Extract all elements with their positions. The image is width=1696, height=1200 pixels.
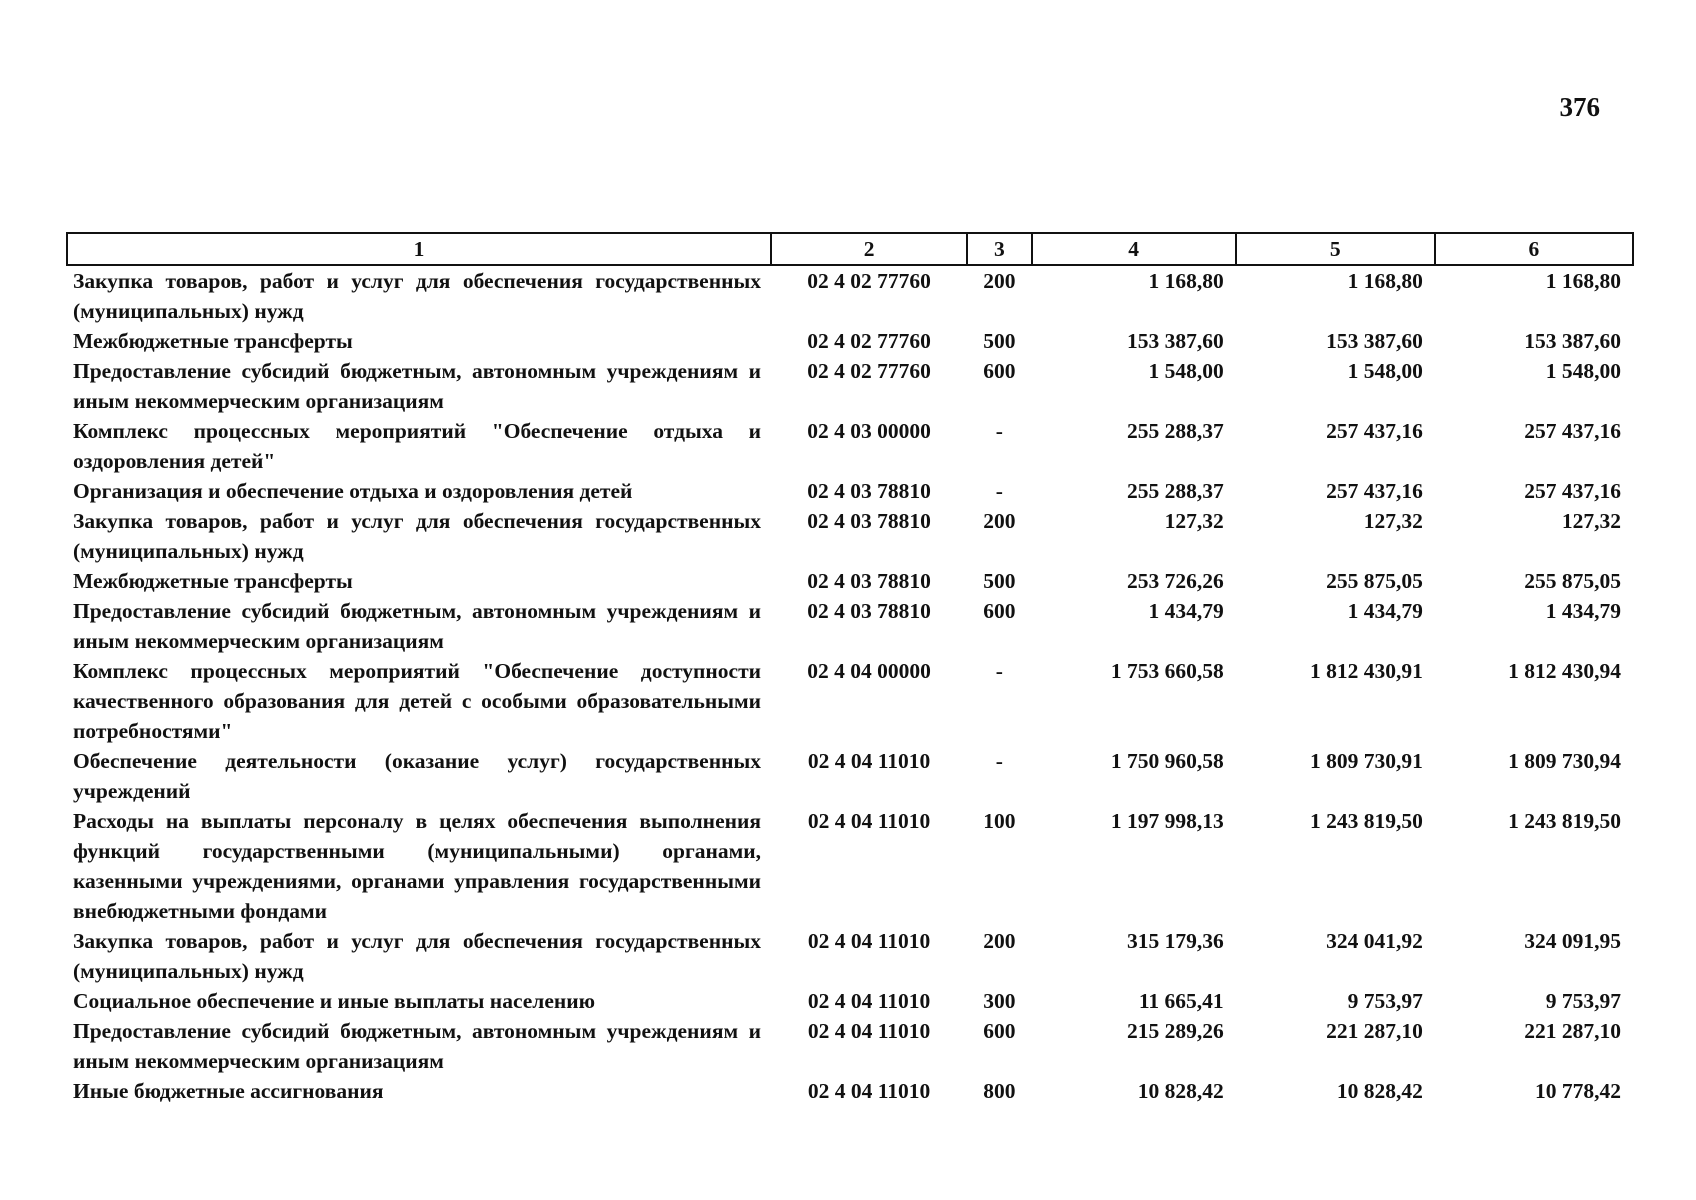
table-row	[67, 806, 1633, 926]
row-code: 02 4 04 11010	[807, 929, 931, 953]
header-col-6: 6	[1435, 233, 1633, 265]
row-value-col4: 10 828,42	[1137, 1079, 1224, 1103]
row-value-col5: 257 437,16	[1326, 419, 1423, 443]
row-value-col6: 257 437,16	[1524, 419, 1621, 443]
table-row	[67, 326, 1633, 356]
row-value-col5: 255 875,05	[1326, 569, 1423, 593]
table-header	[67, 233, 1633, 265]
row-value-col5: 221 287,10	[1326, 1019, 1423, 1043]
row-name: Комплекс процессных мероприятий "Обеспечение отдыха и оздоровления детей"	[73, 419, 762, 473]
row-expense-type: 200	[983, 509, 1016, 533]
row-value-col4: 255 288,37	[1126, 479, 1224, 503]
header-col-1: 1	[67, 233, 771, 265]
table-row	[67, 926, 1633, 986]
row-expense-type: 800	[983, 1079, 1016, 1103]
row-code: 02 4 04 00000	[807, 659, 931, 683]
row-value-col6: 1 168,80	[1545, 269, 1621, 293]
header-col-5: 5	[1236, 233, 1435, 265]
row-value-col5: 324 041,92	[1326, 929, 1423, 953]
row-code: 02 4 04 11010	[807, 1079, 931, 1103]
table-row	[67, 656, 1633, 746]
row-code: 02 4 04 11010	[807, 749, 931, 773]
table-row	[67, 746, 1633, 806]
row-value-col5: 1 809 730,91	[1309, 749, 1423, 773]
row-name: Закупка товаров, работ и услуг для обеспечения государственных (муниципальных) нужд	[73, 929, 762, 983]
header-col-3: 3	[967, 233, 1031, 265]
budget-table	[66, 232, 1634, 1106]
row-expense-type: 200	[983, 269, 1016, 293]
row-value-col6: 1 548,00	[1545, 359, 1621, 383]
row-value-col5: 1 548,00	[1347, 359, 1423, 383]
table-row	[67, 1076, 1633, 1106]
row-value-col5: 1 168,80	[1347, 269, 1423, 293]
row-name: Организация и обеспечение отдыха и оздоровления детей	[73, 479, 633, 503]
row-value-col4: 1 753 660,58	[1110, 659, 1224, 683]
row-expense-type: 500	[983, 569, 1016, 593]
row-code: 02 4 02 77760	[807, 269, 931, 293]
row-value-col6: 1 809 730,94	[1508, 749, 1621, 773]
row-code: 02 4 04 11010	[807, 1019, 931, 1043]
row-name: Предоставление субсидий бюджетным, автономным учреждениям и иным некоммерческим организациям	[73, 359, 762, 413]
row-name: Расходы на выплаты персоналу в целях обеспечения выполнения функций государственными (муниципальными) органами, казенными учреждениями, органами управления государственными внебюджетными фондами	[73, 809, 762, 923]
row-value-col4: 315 179,36	[1126, 929, 1224, 953]
row-value-col6: 255 875,05	[1524, 569, 1621, 593]
row-expense-type: 200	[983, 929, 1016, 953]
row-name: Предоставление субсидий бюджетным, автономным учреждениям и иным некоммерческим организациям	[73, 599, 762, 653]
row-expense-type: 600	[983, 359, 1016, 383]
row-value-col6: 10 778,42	[1535, 1079, 1621, 1103]
row-value-col6: 221 287,10	[1524, 1019, 1621, 1043]
row-value-col4: 1 434,79	[1148, 599, 1224, 623]
row-name: Социальное обеспечение и иные выплаты населению	[73, 989, 596, 1013]
row-value-col6: 127,32	[1561, 509, 1621, 533]
table-row	[67, 566, 1633, 596]
row-name: Предоставление субсидий бюджетным, автономным учреждениям и иным некоммерческим организациям	[73, 1019, 762, 1073]
row-value-col4: 253 726,26	[1126, 569, 1224, 593]
row-value-col4: 127,32	[1164, 509, 1224, 533]
row-value-col6: 1 812 430,94	[1508, 659, 1621, 683]
row-code: 02 4 03 78810	[807, 479, 931, 503]
row-expense-type: 600	[983, 1019, 1016, 1043]
row-code: 02 4 04 11010	[807, 989, 931, 1013]
row-code: 02 4 04 11010	[807, 809, 931, 833]
table-row	[67, 356, 1633, 416]
table-row	[67, 416, 1633, 476]
header-col-4: 4	[1032, 233, 1236, 265]
table-row	[67, 986, 1633, 1016]
page-number: 376	[1559, 92, 1600, 122]
row-name: Закупка товаров, работ и услуг для обеспечения государственных (муниципальных) нужд	[73, 509, 762, 563]
row-value-col5: 1 434,79	[1347, 599, 1423, 623]
row-value-col6: 257 437,16	[1524, 479, 1621, 503]
row-value-col6: 1 243 819,50	[1508, 809, 1621, 833]
row-code: 02 4 03 78810	[807, 509, 931, 533]
row-value-col5: 9 753,97	[1347, 989, 1423, 1013]
row-value-col6: 324 091,95	[1524, 929, 1621, 953]
row-value-col4: 1 548,00	[1148, 359, 1224, 383]
row-value-col5: 153 387,60	[1326, 329, 1423, 353]
row-value-col5: 1 812 430,91	[1309, 659, 1423, 683]
row-name: Комплекс процессных мероприятий "Обеспечение доступности качественного образования для детей с особыми образовательными потребностями"	[73, 659, 762, 743]
row-expense-type: -	[995, 659, 1003, 683]
row-value-col4: 1 197 998,13	[1110, 809, 1224, 833]
row-value-col4: 1 168,80	[1148, 269, 1224, 293]
row-name: Межбюджетные трансферты	[73, 569, 353, 593]
table-row	[67, 476, 1633, 506]
table-row	[67, 265, 1633, 326]
row-code: 02 4 03 78810	[807, 599, 931, 623]
row-value-col4: 11 665,41	[1138, 989, 1224, 1013]
table-row	[67, 596, 1633, 656]
row-expense-type: 300	[983, 989, 1016, 1013]
row-code: 02 4 02 77760	[807, 359, 931, 383]
row-value-col4: 1 750 960,58	[1110, 749, 1224, 773]
row-name: Межбюджетные трансферты	[73, 329, 353, 353]
row-value-col4: 255 288,37	[1126, 419, 1224, 443]
row-value-col5: 1 243 819,50	[1309, 809, 1423, 833]
row-value-col6: 1 434,79	[1545, 599, 1621, 623]
row-expense-type: 100	[983, 809, 1016, 833]
row-expense-type: -	[995, 479, 1003, 503]
row-name: Иные бюджетные ассигнования	[73, 1079, 384, 1103]
row-value-col6: 9 753,97	[1545, 989, 1621, 1013]
row-name: Обеспечение деятельности (оказание услуг) государственных учреждений	[73, 749, 762, 803]
row-expense-type: -	[995, 749, 1003, 773]
row-code: 02 4 03 78810	[807, 569, 931, 593]
row-name: Закупка товаров, работ и услуг для обеспечения государственных (муниципальных) нужд	[73, 269, 762, 323]
row-code: 02 4 03 00000	[807, 419, 931, 443]
table-row	[67, 1016, 1633, 1076]
row-expense-type: 500	[983, 329, 1016, 353]
row-code: 02 4 02 77760	[807, 329, 931, 353]
table-row	[67, 506, 1633, 566]
row-value-col5: 257 437,16	[1326, 479, 1423, 503]
row-value-col5: 10 828,42	[1336, 1079, 1423, 1103]
row-value-col5: 127,32	[1363, 509, 1423, 533]
row-expense-type: -	[995, 419, 1003, 443]
row-value-col4: 215 289,26	[1126, 1019, 1224, 1043]
header-col-2: 2	[771, 233, 967, 265]
row-value-col6: 153 387,60	[1524, 329, 1621, 353]
row-value-col4: 153 387,60	[1126, 329, 1224, 353]
table-body	[67, 265, 1633, 1106]
row-expense-type: 600	[983, 599, 1016, 623]
header-row	[67, 233, 1633, 265]
